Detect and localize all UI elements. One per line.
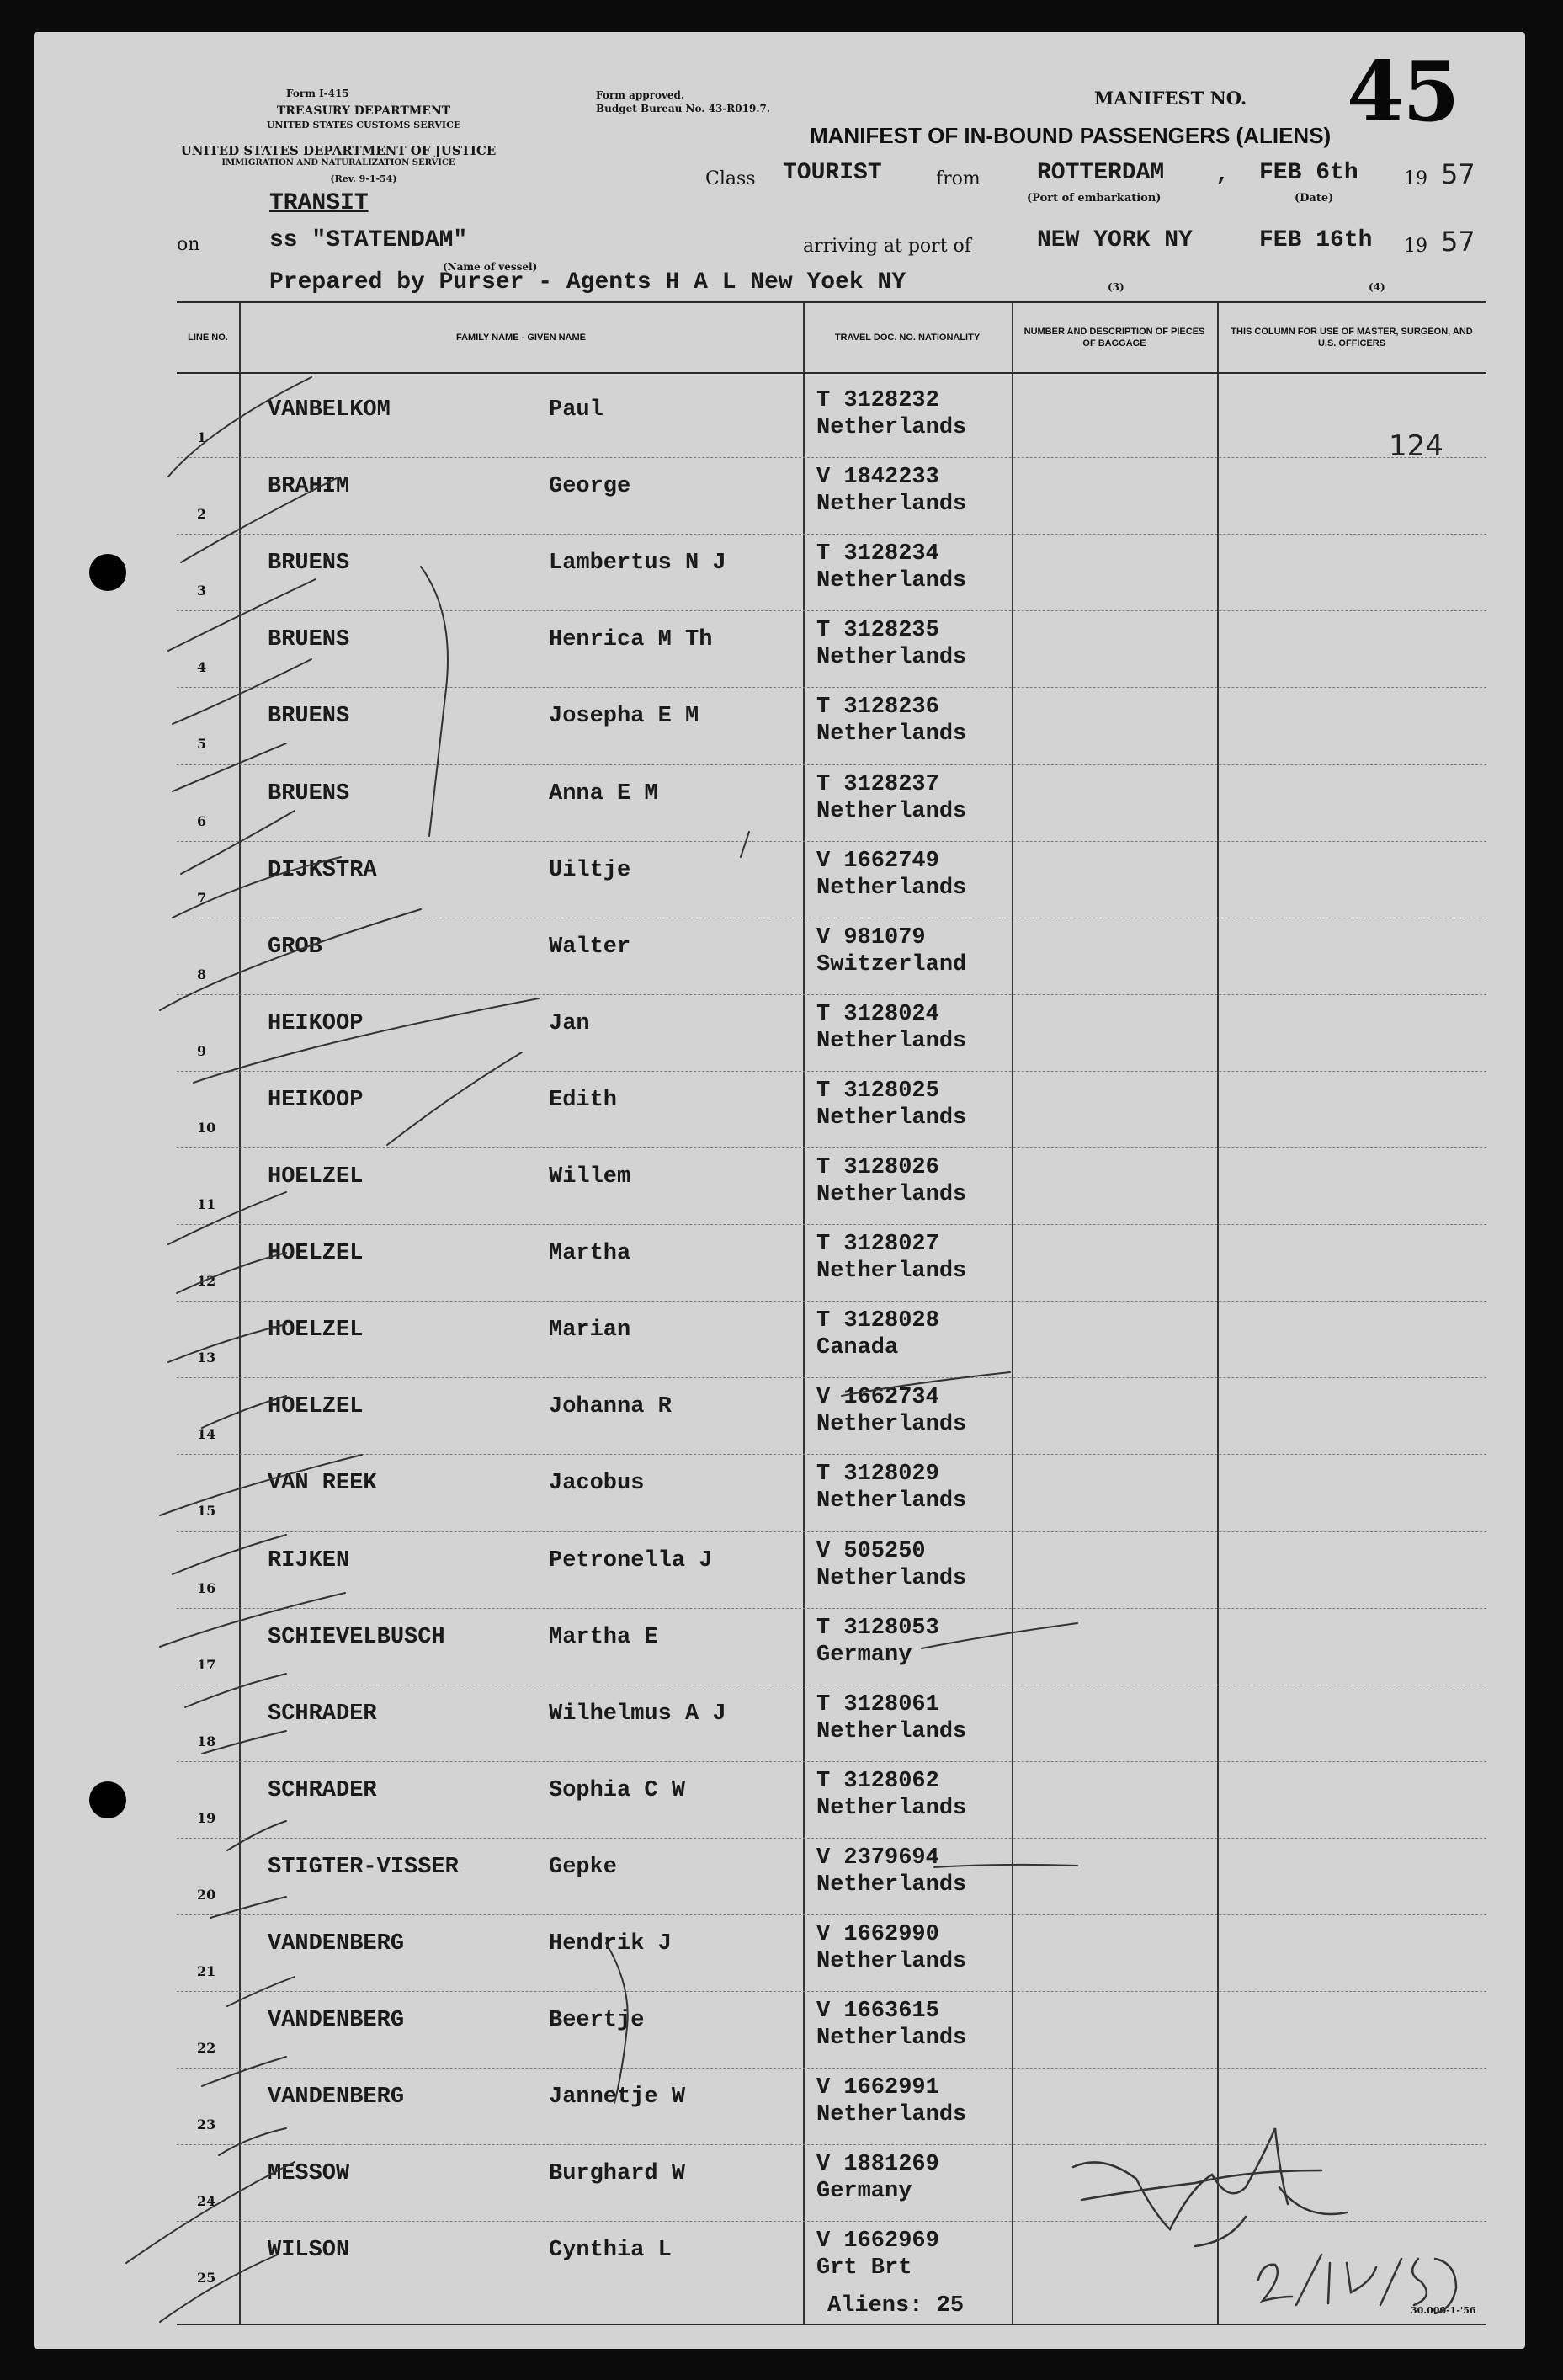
manifest-no-label: MANIFEST NO. <box>1094 88 1247 109</box>
line-number: 8 <box>197 966 207 982</box>
departure-date: FEB 6th <box>1259 160 1358 186</box>
travel-doc-number: T 3128235 <box>816 618 939 644</box>
line-number: 17 <box>197 1656 216 1673</box>
family-name: SCHRADER <box>268 1777 377 1803</box>
travel-doc-number: V 1881269 <box>816 2152 939 2178</box>
travel-doc-number: T 3128234 <box>816 541 939 567</box>
given-name: Gepke <box>549 1854 618 1880</box>
given-name: Jan <box>549 1010 590 1036</box>
table-row <box>177 841 1486 918</box>
line-number: 14 <box>197 1426 216 1443</box>
departure-year: 57 <box>1441 158 1475 190</box>
table-row <box>177 610 1486 687</box>
vessel-name: ss "STATENDAM" <box>269 227 468 253</box>
nationality: Switzerland <box>816 951 967 977</box>
nationality: Grt Brt <box>816 2255 912 2281</box>
nationality: Germany <box>816 1642 912 1668</box>
revision-date: (Rev. 9-1-54) <box>330 173 397 184</box>
given-name: Walter <box>549 934 631 960</box>
line-number: 3 <box>197 583 207 599</box>
table-row <box>177 381 1486 457</box>
given-name: Marian <box>549 1318 631 1344</box>
form-approved: Form approved. <box>596 89 685 101</box>
travel-doc-number: T 3128053 <box>816 1615 939 1641</box>
travel-doc-number: V 1842233 <box>816 465 939 491</box>
punch-hole-bottom <box>89 1781 126 1818</box>
family-name: VAN REEK <box>268 1471 377 1497</box>
table-row <box>177 1147 1486 1224</box>
family-name: MESSOW <box>268 2161 350 2187</box>
travel-doc-number: T 3128237 <box>816 771 939 797</box>
on-label: on <box>177 234 200 255</box>
vessel-caption: (Name of vessel) <box>443 261 538 273</box>
line-number: 9 <box>197 1042 207 1059</box>
line-number: 2 <box>197 506 207 523</box>
officer-count: 124 <box>1389 429 1443 463</box>
passenger-table <box>177 301 1486 2325</box>
table-row <box>177 764 1486 841</box>
budget-bureau: Budget Bureau No. 43-R019.7. <box>596 103 771 114</box>
nationality: Netherlands <box>816 1949 967 1974</box>
line-number: 11 <box>197 1196 216 1212</box>
given-name: Hendrik J <box>549 1931 672 1957</box>
given-name: Josepha E M <box>549 704 699 730</box>
travel-doc-number: T 3128027 <box>816 1232 939 1258</box>
family-name: STIGTER-VISSER <box>268 1854 459 1880</box>
given-name: Lambertus N J <box>549 551 726 577</box>
customs-service: UNITED STATES CUSTOMS SERVICE <box>266 120 461 130</box>
arrival-date: FEB 16th <box>1259 227 1373 253</box>
arrival-port: NEW YORK NY <box>1037 227 1193 253</box>
table-row <box>177 1224 1486 1301</box>
given-name: Johanna R <box>549 1394 672 1420</box>
nationality: Netherlands <box>816 875 967 901</box>
given-name: Willem <box>549 1164 631 1190</box>
table-row <box>177 1377 1486 1454</box>
table-row <box>177 2144 1486 2221</box>
given-name: Henrica M Th <box>549 627 713 653</box>
family-name: BRAHIM <box>268 474 350 500</box>
line-number: 10 <box>197 1119 216 1136</box>
year-prefix-2: 19 <box>1404 236 1427 257</box>
line-number: 15 <box>197 1503 216 1520</box>
table-row <box>177 1301 1486 1377</box>
port-of-embarkation: ROTTERDAM <box>1037 160 1165 186</box>
given-name: Cynthia L <box>549 2238 672 2264</box>
travel-doc-number: V 1662734 <box>816 1385 939 1411</box>
family-name: VANDENBERG <box>268 2084 405 2111</box>
travel-doc-number: V 1662969 <box>816 2228 939 2255</box>
table-row <box>177 1531 1486 1608</box>
table-row <box>177 2068 1486 2144</box>
table-row <box>177 918 1486 994</box>
table-row <box>177 1761 1486 1838</box>
travel-doc-number: T 3128024 <box>816 1001 939 1027</box>
family-name: BRUENS <box>268 780 350 807</box>
family-name: VANBELKOM <box>268 397 391 423</box>
nationality: Netherlands <box>816 1259 967 1285</box>
family-name: SCHRADER <box>268 1701 377 1727</box>
date-caption: (Date) <box>1295 192 1334 205</box>
comma: , <box>1215 162 1230 188</box>
department-of-justice: UNITED STATES DEPARTMENT OF JUSTICE <box>180 143 497 158</box>
travel-doc-number: V 1662991 <box>816 2075 939 2101</box>
given-name: George <box>549 474 631 500</box>
given-name: Beertje <box>549 2008 645 2034</box>
line-number: 13 <box>197 1350 216 1366</box>
print-code: 30.000-1-'56 <box>1411 2305 1476 2316</box>
line-number: 6 <box>197 812 207 829</box>
line-number: 4 <box>197 659 207 676</box>
line-number: 12 <box>197 1273 216 1290</box>
form-number: Form I-415 <box>286 88 349 99</box>
col-header-name: FAMILY NAME - GIVEN NAME <box>455 332 587 343</box>
table-row <box>177 534 1486 610</box>
nationality: Netherlands <box>816 2102 967 2128</box>
line-number: 24 <box>197 2193 216 2210</box>
nationality: Netherlands <box>816 568 967 594</box>
family-name: VANDENBERG <box>268 1931 405 1957</box>
line-number: 7 <box>197 889 207 906</box>
nationality: Netherlands <box>816 415 967 440</box>
nationality: Netherlands <box>816 2026 967 2052</box>
arrival-year: 57 <box>1441 226 1475 258</box>
arriving-label: arriving at port of <box>803 236 971 257</box>
table-row <box>177 994 1486 1071</box>
nationality: Netherlands <box>816 1565 967 1591</box>
manifest-number: 45 <box>1347 44 1459 141</box>
nationality: Canada <box>816 1335 899 1361</box>
table-row <box>177 1991 1486 2068</box>
travel-doc-number: T 3128062 <box>816 1768 939 1794</box>
family-name: BRUENS <box>268 627 350 653</box>
line-number: 25 <box>197 2270 216 2287</box>
port-caption: (Port of embarkation) <box>1027 192 1162 205</box>
col-header-officers: THIS COLUMN FOR USE OF MASTER, SURGEON, AND U.S. OFFICERS <box>1231 326 1473 349</box>
family-name: RIJKEN <box>268 1547 350 1573</box>
table-row <box>177 1914 1486 1991</box>
line-number: 19 <box>197 1809 216 1826</box>
table-row <box>177 687 1486 764</box>
travel-doc-number: V 1662990 <box>816 1922 939 1947</box>
from-label: from <box>936 168 981 189</box>
family-name: HEIKOOP <box>268 1010 364 1036</box>
travel-doc-number: T 3128026 <box>816 1155 939 1180</box>
table-row <box>177 457 1486 534</box>
table-row <box>177 1608 1486 1685</box>
class-value: TOURIST <box>783 160 882 186</box>
family-name: GROB <box>268 934 322 960</box>
family-name: SCHIEVELBUSCH <box>268 1624 445 1650</box>
travel-doc-number: T 3128232 <box>816 388 939 413</box>
manifest-sheet <box>34 32 1525 2349</box>
nationality: Germany <box>816 2179 912 2205</box>
family-name: HOELZEL <box>268 1394 364 1420</box>
travel-doc-number: T 3128028 <box>816 1308 939 1334</box>
given-name: Petronella J <box>549 1547 713 1573</box>
given-name: Paul <box>549 397 603 423</box>
family-name: BRUENS <box>268 551 350 577</box>
transit-label: TRANSIT <box>269 190 369 216</box>
travel-doc-number: T 3128029 <box>816 1462 939 1488</box>
travel-doc-number: V 1662749 <box>816 848 939 874</box>
travel-doc-number: T 3128025 <box>816 1078 939 1104</box>
given-name: Martha <box>549 1241 631 1267</box>
table-row <box>177 2221 1486 2297</box>
line-number: 21 <box>197 1963 216 1979</box>
travel-doc-number: V 1663615 <box>816 1999 939 2025</box>
treasury-department: TREASURY DEPARTMENT <box>276 104 451 118</box>
line-number: 1 <box>197 429 207 445</box>
nationality: Netherlands <box>816 1412 967 1438</box>
given-name: Sophia C W <box>549 1777 686 1803</box>
nationality: Netherlands <box>816 721 967 748</box>
line-number: 5 <box>197 736 207 753</box>
given-name: Uiltje <box>549 857 631 883</box>
travel-doc-number: T 3128236 <box>816 695 939 721</box>
given-name: Martha E <box>549 1624 658 1650</box>
line-number: 23 <box>197 2116 216 2133</box>
col3-marker: (3) <box>1108 281 1124 293</box>
col-header-baggage: NUMBER AND DESCRIPTION OF PIECES OF BAGGAGE <box>1023 326 1205 349</box>
family-name: BRUENS <box>268 704 350 730</box>
given-name: Burghard W <box>549 2161 686 2187</box>
class-label: Class <box>705 168 756 189</box>
line-number: 20 <box>197 1886 216 1903</box>
col-header-doc: TRAVEL DOC. NO. NATIONALITY <box>834 332 981 343</box>
travel-doc-number: V 2379694 <box>816 1845 939 1871</box>
given-name: Wilhelmus A J <box>549 1701 726 1727</box>
family-name: HOELZEL <box>268 1241 364 1267</box>
line-number: 18 <box>197 1733 216 1749</box>
table-row <box>177 1685 1486 1761</box>
nationality: Netherlands <box>816 492 967 518</box>
family-name: VANDENBERG <box>268 2008 405 2034</box>
nationality: Netherlands <box>816 1488 967 1515</box>
family-name: DIJKSTRA <box>268 857 377 883</box>
col4-marker: (4) <box>1369 281 1385 293</box>
travel-doc-number: V 981079 <box>816 924 926 950</box>
table-row <box>177 1454 1486 1531</box>
given-name: Anna E M <box>549 780 658 807</box>
nationality: Netherlands <box>816 1795 967 1821</box>
nationality: Netherlands <box>816 798 967 824</box>
nationality: Netherlands <box>816 1028 967 1054</box>
aliens-total: Aliens: 25 <box>827 2293 965 2319</box>
travel-doc-number: T 3128061 <box>816 1691 939 1717</box>
immigration-service: IMMIGRATION AND NATURALIZATION SERVICE <box>221 158 455 168</box>
year-prefix-1: 19 <box>1404 168 1427 189</box>
nationality: Netherlands <box>816 1718 967 1744</box>
nationality: Netherlands <box>816 645 967 671</box>
col-header-line-no: LINE NO. <box>188 332 228 343</box>
nationality: Netherlands <box>816 1105 967 1131</box>
family-name: HEIKOOP <box>268 1087 364 1113</box>
nationality: Netherlands <box>816 1182 967 1207</box>
nationality: Netherlands <box>816 1872 967 1898</box>
prepared-by: Prepared by Purser - Agents H A L New Yoek NY <box>269 269 906 296</box>
given-name: Edith <box>549 1087 618 1113</box>
line-number: 22 <box>197 2040 216 2057</box>
family-name: HOELZEL <box>268 1164 364 1190</box>
punch-hole-top <box>89 554 126 591</box>
line-number: 16 <box>197 1579 216 1596</box>
given-name: Jacobus <box>549 1471 645 1497</box>
travel-doc-number: V 505250 <box>816 1538 926 1564</box>
manifest-title: MANIFEST OF IN-BOUND PASSENGERS (ALIENS) <box>810 123 1332 148</box>
family-name: WILSON <box>268 2238 350 2264</box>
family-name: HOELZEL <box>268 1318 364 1344</box>
given-name: Jannetje W <box>549 2084 686 2111</box>
table-row <box>177 1071 1486 1147</box>
table-row <box>177 1838 1486 1914</box>
